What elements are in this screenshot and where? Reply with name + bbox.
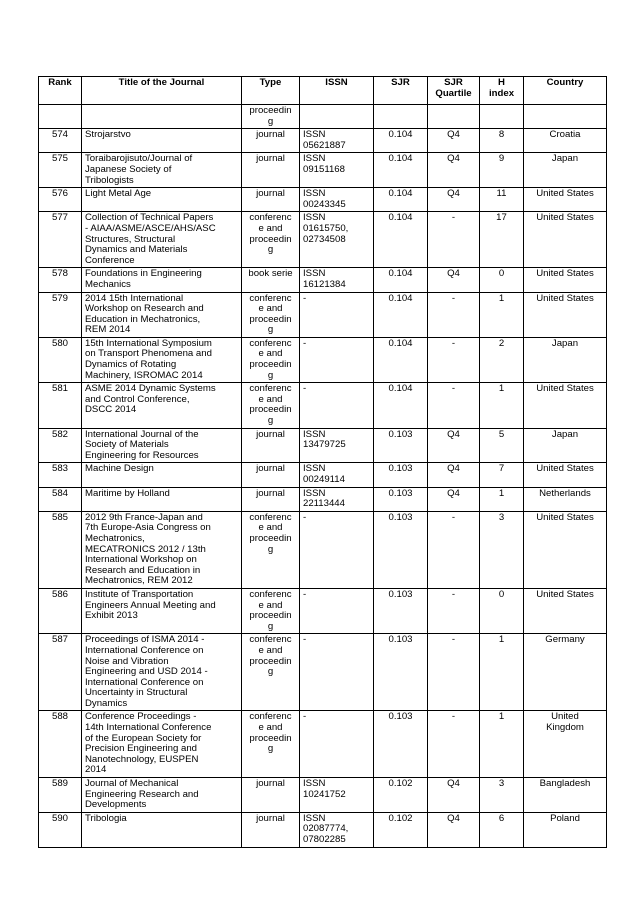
cell-sjr-quartile: -: [428, 511, 480, 588]
cell-sjr-quartile: -: [428, 292, 480, 337]
cell-sjr: 0.104: [374, 292, 428, 337]
table-row: [39, 268, 607, 292]
cell-title: Toraibarojisuto/Journal of Japanese Society of Tribologists: [82, 153, 242, 188]
cell-issn: ISSN 05621887: [300, 129, 374, 153]
cell-sjr: 0.102: [374, 778, 428, 813]
cell-h-index: 5: [480, 428, 524, 463]
cell-type: journal: [242, 463, 300, 487]
cell-sjr-quartile: Q4: [428, 268, 480, 292]
table-row: [39, 428, 607, 463]
cell-rank: 583: [39, 463, 82, 487]
cell-issn: ISSN 01615750, 02734508: [300, 212, 374, 268]
cell-country: Netherlands: [524, 487, 607, 511]
table-row: [39, 129, 607, 153]
table-row: [39, 588, 607, 633]
cell-sjr: 0.103: [374, 428, 428, 463]
cell-h-index: 6: [480, 812, 524, 847]
cell-sjr: 0.103: [374, 487, 428, 511]
cell-sjr: 0.103: [374, 711, 428, 778]
cell-sjr-quartile: Q4: [428, 188, 480, 212]
cell-sjr: 0.104: [374, 129, 428, 153]
header-type: Type: [242, 77, 300, 105]
cell-sjr: 0.104: [374, 153, 428, 188]
cell-sjr-quartile: -: [428, 212, 480, 268]
header-h-index: H index: [480, 77, 524, 105]
cell-sjr-quartile: Q4: [428, 153, 480, 188]
cell-rank: 580: [39, 337, 82, 382]
cell-h-index: 0: [480, 588, 524, 633]
cell-sjr-quartile: Q4: [428, 778, 480, 813]
cell-rank: 579: [39, 292, 82, 337]
cell-h-index: [480, 105, 524, 129]
cell-rank: 575: [39, 153, 82, 188]
table-row: [39, 153, 607, 188]
cell-h-index: 1: [480, 711, 524, 778]
cell-sjr: 0.104: [374, 383, 428, 428]
cell-title: [82, 105, 242, 129]
cell-rank: 584: [39, 487, 82, 511]
cell-issn: ISSN 10241752: [300, 778, 374, 813]
table-row: [39, 812, 607, 847]
cell-sjr: 0.103: [374, 588, 428, 633]
cell-type: conferenc e and proceedin g: [242, 634, 300, 711]
table-row: [39, 778, 607, 813]
cell-issn: -: [300, 383, 374, 428]
cell-title: Tribologia: [82, 812, 242, 847]
cell-rank: 587: [39, 634, 82, 711]
cell-sjr-quartile: -: [428, 711, 480, 778]
cell-type: conferenc e and proceedin g: [242, 711, 300, 778]
cell-country: Japan: [524, 153, 607, 188]
cell-country: Poland: [524, 812, 607, 847]
cell-type: conferenc e and proceedin g: [242, 588, 300, 633]
cell-issn: [300, 105, 374, 129]
cell-country: United States: [524, 188, 607, 212]
cell-rank: 590: [39, 812, 82, 847]
cell-h-index: 9: [480, 153, 524, 188]
cell-country: [524, 105, 607, 129]
cell-sjr-quartile: -: [428, 337, 480, 382]
cell-sjr: 0.104: [374, 188, 428, 212]
cell-type: journal: [242, 153, 300, 188]
cell-sjr: 0.102: [374, 812, 428, 847]
cell-type: journal: [242, 188, 300, 212]
cell-sjr-quartile: Q4: [428, 428, 480, 463]
cell-country: United States: [524, 511, 607, 588]
cell-title: Strojarstvo: [82, 129, 242, 153]
header-sjr: SJR: [374, 77, 428, 105]
header-issn: ISSN: [300, 77, 374, 105]
cell-issn: ISSN 00243345: [300, 188, 374, 212]
cell-issn: -: [300, 511, 374, 588]
cell-rank: [39, 105, 82, 129]
cell-country: United States: [524, 268, 607, 292]
cell-title: Foundations in Engineering Mechanics: [82, 268, 242, 292]
cell-country: United Kingdom: [524, 711, 607, 778]
cell-title: Collection of Technical Papers - AIAA/ASME/ASCE/AHS/ASC Structures, Structural Dynamics and Materials Conference: [82, 212, 242, 268]
journal-ranking-table: [38, 76, 607, 848]
cell-country: Japan: [524, 337, 607, 382]
header-country: Country: [524, 77, 607, 105]
cell-issn: ISSN 22113444: [300, 487, 374, 511]
cell-type: conferenc e and proceedin g: [242, 292, 300, 337]
cell-issn: -: [300, 634, 374, 711]
cell-sjr: 0.104: [374, 212, 428, 268]
cell-sjr-quartile: -: [428, 588, 480, 633]
cell-h-index: 2: [480, 337, 524, 382]
cell-h-index: 1: [480, 292, 524, 337]
cell-country: United States: [524, 463, 607, 487]
cell-type: conferenc e and proceedin g: [242, 511, 300, 588]
cell-sjr-quartile: Q4: [428, 487, 480, 511]
cell-title: Light Metal Age: [82, 188, 242, 212]
cell-h-index: 3: [480, 778, 524, 813]
cell-rank: 588: [39, 711, 82, 778]
cell-issn: -: [300, 711, 374, 778]
cell-title: Conference Proceedings - 14th International Conference of the European Society for Precision Engineering and Nanotechnology, EUSPEN 2014: [82, 711, 242, 778]
cell-sjr-quartile: Q4: [428, 463, 480, 487]
cell-type: journal: [242, 428, 300, 463]
table-row: [39, 463, 607, 487]
cell-country: United States: [524, 588, 607, 633]
cell-sjr-quartile: Q4: [428, 812, 480, 847]
cell-sjr: 0.103: [374, 463, 428, 487]
cell-title: Journal of Mechanical Engineering Research and Developments: [82, 778, 242, 813]
cell-title: 2014 15th International Workshop on Research and Education in Mechatronics, REM 2014: [82, 292, 242, 337]
cell-type: proceedin g: [242, 105, 300, 129]
cell-sjr: 0.103: [374, 511, 428, 588]
cell-country: United States: [524, 212, 607, 268]
cell-type: journal: [242, 812, 300, 847]
cell-h-index: 1: [480, 383, 524, 428]
cell-title: International Journal of the Society of Materials Engineering for Resources: [82, 428, 242, 463]
cell-type: conferenc e and proceedin g: [242, 212, 300, 268]
cell-issn: -: [300, 337, 374, 382]
cell-rank: 576: [39, 188, 82, 212]
cell-h-index: 3: [480, 511, 524, 588]
cell-rank: 574: [39, 129, 82, 153]
cell-h-index: 1: [480, 487, 524, 511]
table-row: [39, 511, 607, 588]
cell-issn: -: [300, 588, 374, 633]
cell-h-index: 17: [480, 212, 524, 268]
cell-title: 15th International Symposium on Transport Phenomena and Dynamics of Rotating Machinery, ISROMAC 2014: [82, 337, 242, 382]
cell-sjr-quartile: -: [428, 634, 480, 711]
table-row: [39, 487, 607, 511]
table-row: [39, 292, 607, 337]
table-row: [39, 711, 607, 778]
table-row: [39, 337, 607, 382]
cell-country: Bangladesh: [524, 778, 607, 813]
table-row: [39, 212, 607, 268]
cell-country: Japan: [524, 428, 607, 463]
cell-sjr: [374, 105, 428, 129]
header-rank: Rank: [39, 77, 82, 105]
table-header-row: [39, 77, 607, 105]
cell-issn: ISSN 00249114: [300, 463, 374, 487]
cell-type: conferenc e and proceedin g: [242, 383, 300, 428]
cell-h-index: 1: [480, 634, 524, 711]
cell-sjr-quartile: [428, 105, 480, 129]
cell-rank: 581: [39, 383, 82, 428]
table-body: [39, 105, 607, 848]
cell-title: Institute of Transportation Engineers Annual Meeting and Exhibit 2013: [82, 588, 242, 633]
cell-sjr: 0.104: [374, 337, 428, 382]
cell-issn: ISSN 09151168: [300, 153, 374, 188]
cell-type: book serie: [242, 268, 300, 292]
cell-issn: ISSN 13479725: [300, 428, 374, 463]
cell-sjr-quartile: -: [428, 383, 480, 428]
cell-title: ASME 2014 Dynamic Systems and Control Conference, DSCC 2014: [82, 383, 242, 428]
table-row: [39, 105, 607, 129]
cell-title: Proceedings of ISMA 2014 - International Conference on Noise and Vibration Engineering and USD 2014 - International Conference on Uncertainty in Structural Dynamics: [82, 634, 242, 711]
cell-type: journal: [242, 778, 300, 813]
cell-rank: 586: [39, 588, 82, 633]
cell-sjr: 0.104: [374, 268, 428, 292]
cell-type: conferenc e and proceedin g: [242, 337, 300, 382]
cell-type: journal: [242, 487, 300, 511]
cell-sjr-quartile: Q4: [428, 129, 480, 153]
cell-type: journal: [242, 129, 300, 153]
cell-h-index: 0: [480, 268, 524, 292]
cell-rank: 585: [39, 511, 82, 588]
cell-rank: 578: [39, 268, 82, 292]
cell-h-index: 11: [480, 188, 524, 212]
cell-country: United States: [524, 292, 607, 337]
cell-rank: 577: [39, 212, 82, 268]
cell-h-index: 8: [480, 129, 524, 153]
cell-title: Maritime by Holland: [82, 487, 242, 511]
cell-title: 2012 9th France-Japan and 7th Europe-Asia Congress on Mechatronics, MECATRONICS 2012 / 13th International Workshop on Research and Education in Mechatronics, REM 2012: [82, 511, 242, 588]
cell-h-index: 7: [480, 463, 524, 487]
cell-issn: -: [300, 292, 374, 337]
cell-title: Machine Design: [82, 463, 242, 487]
cell-rank: 589: [39, 778, 82, 813]
cell-country: Germany: [524, 634, 607, 711]
table-row: [39, 188, 607, 212]
cell-issn: ISSN 16121384: [300, 268, 374, 292]
cell-country: United States: [524, 383, 607, 428]
table-row: [39, 634, 607, 711]
cell-sjr: 0.103: [374, 634, 428, 711]
table-row: [39, 383, 607, 428]
cell-country: Croatia: [524, 129, 607, 153]
header-title: Title of the Journal: [82, 77, 242, 105]
cell-rank: 582: [39, 428, 82, 463]
header-sjr-quartile: SJR Quartile: [428, 77, 480, 105]
cell-issn: ISSN 02087774, 07802285: [300, 812, 374, 847]
